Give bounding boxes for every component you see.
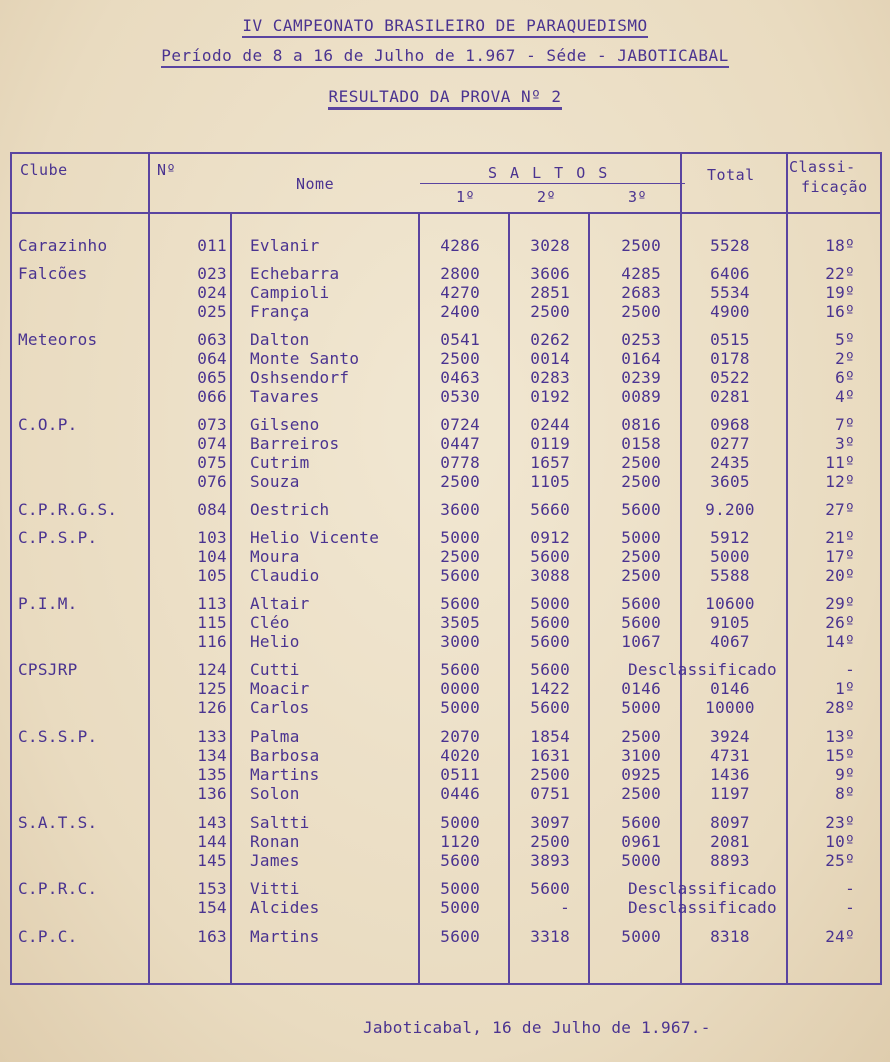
jump2-cell: 3893 xyxy=(530,851,570,870)
rank-cell: 6º xyxy=(835,368,855,387)
jump2-cell: 2500 xyxy=(530,765,570,784)
rank-cell: 14º xyxy=(825,632,855,651)
number-cell: 145 xyxy=(197,851,227,870)
jump3-cell: 0253 xyxy=(621,330,661,349)
table-row xyxy=(0,698,890,717)
number-cell: 133 xyxy=(197,727,227,746)
number-cell: 073 xyxy=(197,415,227,434)
name-cell: Oshsendorf xyxy=(250,368,350,387)
rank-cell: 22º xyxy=(825,264,855,283)
number-cell: 126 xyxy=(197,698,227,717)
number-cell: 065 xyxy=(197,368,227,387)
disqualified-note: Desclassificado xyxy=(628,660,777,679)
name-cell: Evlanir xyxy=(250,236,320,255)
name-cell: Martins xyxy=(250,765,320,784)
total-cell: 1197 xyxy=(710,784,750,803)
total-cell: 6406 xyxy=(710,264,750,283)
name-cell: James xyxy=(250,851,300,870)
name-cell: Cutrim xyxy=(250,453,310,472)
name-cell: Moacir xyxy=(250,679,310,698)
jump1-cell: 2500 xyxy=(440,349,480,368)
jump1-cell: 5600 xyxy=(440,851,480,870)
rank-cell: 9º xyxy=(835,765,855,784)
jump1-cell: 0463 xyxy=(440,368,480,387)
table-row xyxy=(0,813,890,832)
jump3-cell: 2500 xyxy=(621,302,661,321)
rank-cell: 10º xyxy=(825,832,855,851)
jump1-cell: 4286 xyxy=(440,236,480,255)
jump1-cell: 2500 xyxy=(440,472,480,491)
number-cell: 064 xyxy=(197,349,227,368)
total-cell: 3924 xyxy=(710,727,750,746)
rank-cell: 1º xyxy=(835,679,855,698)
jump1-cell: 0000 xyxy=(440,679,480,698)
table-row xyxy=(0,349,890,368)
rank-cell: 21º xyxy=(825,528,855,547)
jump1-cell: 5600 xyxy=(440,660,480,679)
jump3-cell: 2500 xyxy=(621,784,661,803)
rank-cell: 18º xyxy=(825,236,855,255)
col-header-number: Nº xyxy=(157,161,177,179)
table-row xyxy=(0,453,890,472)
number-cell: 023 xyxy=(197,264,227,283)
jump3-cell: 2500 xyxy=(621,472,661,491)
jump2-cell: 3318 xyxy=(530,927,570,946)
rank-cell: 25º xyxy=(825,851,855,870)
name-cell: Moura xyxy=(250,547,300,566)
number-cell: 074 xyxy=(197,434,227,453)
table-row xyxy=(0,368,890,387)
number-cell: 136 xyxy=(197,784,227,803)
table-row xyxy=(0,566,890,585)
total-cell: 0968 xyxy=(710,415,750,434)
total-cell: 0522 xyxy=(710,368,750,387)
name-cell: Cutti xyxy=(250,660,300,679)
name-cell: Gilseno xyxy=(250,415,320,434)
jump2-cell: 1105 xyxy=(530,472,570,491)
total-cell: 4067 xyxy=(710,632,750,651)
jump2-cell: 5000 xyxy=(530,594,570,613)
jump3-cell: 5600 xyxy=(621,500,661,519)
jump3-cell: 2500 xyxy=(621,547,661,566)
jump3-cell: 1067 xyxy=(621,632,661,651)
table-row xyxy=(0,765,890,784)
name-cell: França xyxy=(250,302,310,321)
total-cell: 1436 xyxy=(710,765,750,784)
name-cell: Alcides xyxy=(250,898,320,917)
col-header-name: Nome xyxy=(296,175,335,193)
total-cell: 5588 xyxy=(710,566,750,585)
name-cell: Claudio xyxy=(250,566,320,585)
rank-cell: 20º xyxy=(825,566,855,585)
table-row xyxy=(0,927,890,946)
table-row xyxy=(0,746,890,765)
jump2-cell: 0014 xyxy=(530,349,570,368)
total-cell: 10000 xyxy=(705,698,755,717)
rank-cell: 27º xyxy=(825,500,855,519)
table-row xyxy=(0,851,890,870)
jump3-cell: 5000 xyxy=(621,698,661,717)
table-row xyxy=(0,500,890,519)
rank-cell: 3º xyxy=(835,434,855,453)
club-cell: Falcões xyxy=(18,264,88,283)
club-cell: P.I.M. xyxy=(18,594,78,613)
total-cell: 5912 xyxy=(710,528,750,547)
name-cell: Saltti xyxy=(250,813,310,832)
jump3-cell: 5600 xyxy=(621,813,661,832)
club-cell: C.P.R.G.S. xyxy=(18,500,118,519)
total-cell: 0178 xyxy=(710,349,750,368)
total-cell: 0515 xyxy=(710,330,750,349)
number-cell: 066 xyxy=(197,387,227,406)
number-cell: 025 xyxy=(197,302,227,321)
total-cell: 2081 xyxy=(710,832,750,851)
jump3-cell: 0146 xyxy=(621,679,661,698)
jump1-cell: 2800 xyxy=(440,264,480,283)
total-cell: 5534 xyxy=(710,283,750,302)
rank-cell: - xyxy=(845,898,855,917)
jump3-cell: 5000 xyxy=(621,927,661,946)
document-title: IV CAMPEONATO BRASILEIRO DE PARAQUEDISMO xyxy=(0,16,890,38)
club-cell: Meteoros xyxy=(18,330,98,349)
jump1-cell: 0541 xyxy=(440,330,480,349)
document-subtitle: RESULTADO DA PROVA Nº 2 xyxy=(0,87,890,110)
jump2-cell: 2500 xyxy=(530,302,570,321)
col-header-rank-line2: ficação xyxy=(801,178,868,196)
total-cell: 0277 xyxy=(710,434,750,453)
number-cell: 154 xyxy=(197,898,227,917)
total-cell: 5528 xyxy=(710,236,750,255)
name-cell: Echebarra xyxy=(250,264,340,283)
jump3-cell: 3100 xyxy=(621,746,661,765)
jump2-cell: 5600 xyxy=(530,547,570,566)
club-cell: C.P.C. xyxy=(18,927,78,946)
jump2-cell: 1657 xyxy=(530,453,570,472)
number-cell: 103 xyxy=(197,528,227,547)
jump2-cell: - xyxy=(560,898,570,917)
name-cell: Souza xyxy=(250,472,300,491)
table-row xyxy=(0,302,890,321)
rank-cell: 24º xyxy=(825,927,855,946)
total-cell: 3605 xyxy=(710,472,750,491)
jump2-cell: 0912 xyxy=(530,528,570,547)
total-cell: 5000 xyxy=(710,547,750,566)
rank-cell: 26º xyxy=(825,613,855,632)
jump3-cell: 5000 xyxy=(621,528,661,547)
jump1-cell: 5600 xyxy=(440,566,480,585)
rank-cell: 28º xyxy=(825,698,855,717)
table-row xyxy=(0,283,890,302)
jump3-cell: 5000 xyxy=(621,851,661,870)
number-cell: 105 xyxy=(197,566,227,585)
jump1-cell: 0511 xyxy=(440,765,480,784)
total-cell: 8893 xyxy=(710,851,750,870)
total-cell: 4900 xyxy=(710,302,750,321)
jump2-cell: 5660 xyxy=(530,500,570,519)
jump3-cell: 2500 xyxy=(621,566,661,585)
jump2-cell: 3606 xyxy=(530,264,570,283)
table-row xyxy=(0,660,890,679)
jump3-cell: 0239 xyxy=(621,368,661,387)
table-row xyxy=(0,727,890,746)
col-header-jumps: S A L T O S xyxy=(488,164,610,182)
name-cell: Campioli xyxy=(250,283,330,302)
jump3-cell: 5600 xyxy=(621,594,661,613)
jump3-cell: 2683 xyxy=(621,283,661,302)
name-cell: Oestrich xyxy=(250,500,330,519)
number-cell: 104 xyxy=(197,547,227,566)
jump2-cell: 0751 xyxy=(530,784,570,803)
jump3-cell: 0816 xyxy=(621,415,661,434)
number-cell: 063 xyxy=(197,330,227,349)
jump2-cell: 2500 xyxy=(530,832,570,851)
jump3-cell: 4285 xyxy=(621,264,661,283)
total-cell: 9105 xyxy=(710,613,750,632)
col-header-total: Total xyxy=(707,166,755,184)
number-cell: 143 xyxy=(197,813,227,832)
club-cell: C.S.S.P. xyxy=(18,727,98,746)
table-row xyxy=(0,528,890,547)
jump3-cell: 0164 xyxy=(621,349,661,368)
jump1-cell: 2400 xyxy=(440,302,480,321)
rank-cell: 4º xyxy=(835,387,855,406)
jump3-cell: 2500 xyxy=(621,453,661,472)
rank-cell: 13º xyxy=(825,727,855,746)
jump2-cell: 5600 xyxy=(530,698,570,717)
total-cell: 4731 xyxy=(710,746,750,765)
rank-cell: 15º xyxy=(825,746,855,765)
table-row xyxy=(0,264,890,283)
table-row xyxy=(0,594,890,613)
name-cell: Carlos xyxy=(250,698,310,717)
jump1-cell: 5000 xyxy=(440,813,480,832)
total-cell: 10600 xyxy=(705,594,755,613)
jump2-cell: 5600 xyxy=(530,613,570,632)
name-cell: Altair xyxy=(250,594,310,613)
table-row xyxy=(0,434,890,453)
name-cell: Vitti xyxy=(250,879,300,898)
jump3-cell: 5600 xyxy=(621,613,661,632)
number-cell: 075 xyxy=(197,453,227,472)
number-cell: 163 xyxy=(197,927,227,946)
jump1-cell: 3505 xyxy=(440,613,480,632)
jump1-cell: 0446 xyxy=(440,784,480,803)
rank-cell: - xyxy=(845,660,855,679)
total-cell: 2435 xyxy=(710,453,750,472)
rank-cell: 19º xyxy=(825,283,855,302)
club-cell: C.O.P. xyxy=(18,415,78,434)
jump2-cell: 0262 xyxy=(530,330,570,349)
jump2-cell: 0119 xyxy=(530,434,570,453)
number-cell: 153 xyxy=(197,879,227,898)
name-cell: Cléo xyxy=(250,613,290,632)
rank-cell: 5º xyxy=(835,330,855,349)
table-row xyxy=(0,613,890,632)
table-row xyxy=(0,679,890,698)
club-cell: Carazinho xyxy=(18,236,108,255)
name-cell: Palma xyxy=(250,727,300,746)
jump3-cell: 0925 xyxy=(621,765,661,784)
number-cell: 084 xyxy=(197,500,227,519)
jump2-cell: 1854 xyxy=(530,727,570,746)
name-cell: Solon xyxy=(250,784,300,803)
total-cell: 8318 xyxy=(710,927,750,946)
rank-cell: 11º xyxy=(825,453,855,472)
number-cell: 124 xyxy=(197,660,227,679)
jump2-cell: 0244 xyxy=(530,415,570,434)
col-header-rank-line1: Classi- xyxy=(789,158,856,176)
col-header-jump1: 1º xyxy=(456,188,476,206)
place-date-line: Jaboticabal, 16 de Julho de 1.967.- xyxy=(363,1018,711,1037)
rank-cell: 2º xyxy=(835,349,855,368)
jump3-cell: 2500 xyxy=(621,727,661,746)
jump1-cell: 0778 xyxy=(440,453,480,472)
jump3-cell: 0961 xyxy=(621,832,661,851)
disqualified-note: Desclassificado xyxy=(628,879,777,898)
jump3-cell: 2500 xyxy=(621,236,661,255)
jump1-cell: 2070 xyxy=(440,727,480,746)
number-cell: 125 xyxy=(197,679,227,698)
jump1-cell: 5000 xyxy=(440,898,480,917)
jump1-cell: 5000 xyxy=(440,698,480,717)
col-header-jump2: 2º xyxy=(537,188,557,206)
rank-cell: 7º xyxy=(835,415,855,434)
name-cell: Ronan xyxy=(250,832,300,851)
total-cell: 0281 xyxy=(710,387,750,406)
jump2-cell: 5600 xyxy=(530,632,570,651)
jump1-cell: 0724 xyxy=(440,415,480,434)
number-cell: 144 xyxy=(197,832,227,851)
jump1-cell: 5000 xyxy=(440,879,480,898)
jump1-cell: 5600 xyxy=(440,927,480,946)
jump1-cell: 4270 xyxy=(440,283,480,302)
name-cell: Martins xyxy=(250,927,320,946)
jump1-cell: 3600 xyxy=(440,500,480,519)
jump2-cell: 3097 xyxy=(530,813,570,832)
name-cell: Monte Santo xyxy=(250,349,360,368)
club-cell: C.P.S.P. xyxy=(18,528,98,547)
jump2-cell: 1422 xyxy=(530,679,570,698)
table-row xyxy=(0,472,890,491)
table-row xyxy=(0,330,890,349)
jump1-cell: 2500 xyxy=(440,547,480,566)
name-cell: Helio Vicente xyxy=(250,528,380,547)
rank-cell: 29º xyxy=(825,594,855,613)
jump2-cell: 5600 xyxy=(530,879,570,898)
jump2-cell: 2851 xyxy=(530,283,570,302)
rank-cell: 8º xyxy=(835,784,855,803)
number-cell: 024 xyxy=(197,283,227,302)
document-period: Período de 8 a 16 de Julho de 1.967 - Séde - JABOTICABAL xyxy=(0,46,890,68)
table-row xyxy=(0,547,890,566)
col-header-club: Clube xyxy=(20,161,68,179)
number-cell: 076 xyxy=(197,472,227,491)
jump3-cell: 0089 xyxy=(621,387,661,406)
jump1-cell: 1120 xyxy=(440,832,480,851)
table-row xyxy=(0,632,890,651)
table-row xyxy=(0,898,890,917)
name-cell: Barreiros xyxy=(250,434,340,453)
table-row xyxy=(0,832,890,851)
jump1-cell: 4020 xyxy=(440,746,480,765)
name-cell: Tavares xyxy=(250,387,320,406)
table-row xyxy=(0,415,890,434)
club-cell: CPSJRP xyxy=(18,660,78,679)
club-cell: S.A.T.S. xyxy=(18,813,98,832)
name-cell: Helio xyxy=(250,632,300,651)
table-row xyxy=(0,387,890,406)
jump2-cell: 5600 xyxy=(530,660,570,679)
jump2-cell: 3088 xyxy=(530,566,570,585)
jump1-cell: 3000 xyxy=(440,632,480,651)
name-cell: Dalton xyxy=(250,330,310,349)
rank-cell: 12º xyxy=(825,472,855,491)
col-header-jump3: 3º xyxy=(628,188,648,206)
number-cell: 115 xyxy=(197,613,227,632)
total-cell: 9.200 xyxy=(705,500,755,519)
number-cell: 116 xyxy=(197,632,227,651)
jump1-cell: 0530 xyxy=(440,387,480,406)
jump2-cell: 0192 xyxy=(530,387,570,406)
club-cell: C.P.R.C. xyxy=(18,879,98,898)
jump1-cell: 5600 xyxy=(440,594,480,613)
rank-cell: 16º xyxy=(825,302,855,321)
number-cell: 135 xyxy=(197,765,227,784)
jump1-cell: 0447 xyxy=(440,434,480,453)
name-cell: Barbosa xyxy=(250,746,320,765)
total-cell: 8097 xyxy=(710,813,750,832)
jump2-cell: 1631 xyxy=(530,746,570,765)
rank-cell: 17º xyxy=(825,547,855,566)
disqualified-note: Desclassificado xyxy=(628,898,777,917)
jump1-cell: 5000 xyxy=(440,528,480,547)
number-cell: 134 xyxy=(197,746,227,765)
rank-cell: - xyxy=(845,879,855,898)
table-row xyxy=(0,236,890,255)
jump2-cell: 3028 xyxy=(530,236,570,255)
number-cell: 113 xyxy=(197,594,227,613)
rank-cell: 23º xyxy=(825,813,855,832)
jump3-cell: 0158 xyxy=(621,434,661,453)
jump2-cell: 0283 xyxy=(530,368,570,387)
total-cell: 0146 xyxy=(710,679,750,698)
table-row xyxy=(0,784,890,803)
number-cell: 011 xyxy=(197,236,227,255)
table-row xyxy=(0,879,890,898)
